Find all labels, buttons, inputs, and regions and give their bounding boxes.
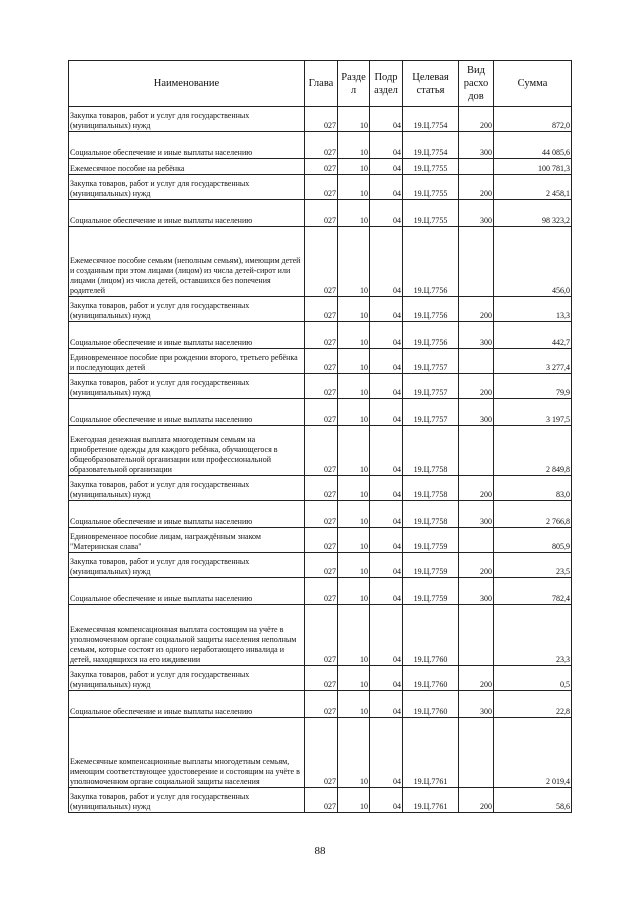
cell-target: 19.Ц.7759	[403, 553, 459, 578]
cell-name: Социальное обеспечение и иные выплаты населению	[69, 132, 305, 159]
cell-name: Закупка товаров, работ и услуг для государственных (муниципальных) нужд	[69, 553, 305, 578]
cell-subsection: 04	[370, 553, 403, 578]
header-expense-type: Вид расхо дов	[459, 61, 494, 107]
cell-chapter: 027	[305, 553, 338, 578]
cell-name: Единовременное пособие при рождении второго, третьего ребёнка и последующих детей	[69, 349, 305, 374]
cell-chapter: 027	[305, 107, 338, 132]
cell-chapter: 027	[305, 605, 338, 666]
cell-target: 19.Ц.7755	[403, 200, 459, 227]
cell-chapter: 027	[305, 691, 338, 718]
page-number: 88	[314, 845, 326, 857]
cell-expense-type: 200	[459, 297, 494, 322]
cell-chapter: 027	[305, 297, 338, 322]
cell-chapter: 027	[305, 528, 338, 553]
table-row	[69, 374, 572, 399]
cell-expense-type: 200	[459, 175, 494, 200]
cell-chapter: 027	[305, 666, 338, 691]
cell-section: 10	[338, 175, 370, 200]
cell-expense-type: 300	[459, 322, 494, 349]
cell-amount: 13,3	[494, 297, 572, 322]
cell-expense-type: 200	[459, 553, 494, 578]
cell-chapter: 027	[305, 788, 338, 813]
cell-amount: 2 019,4	[494, 718, 572, 788]
cell-expense-type	[459, 349, 494, 374]
cell-amount: 3 197,5	[494, 399, 572, 426]
cell-subsection: 04	[370, 605, 403, 666]
cell-amount: 100 781,3	[494, 159, 572, 175]
cell-target: 19.Ц.7760	[403, 605, 459, 666]
cell-chapter: 027	[305, 476, 338, 501]
cell-chapter: 027	[305, 501, 338, 528]
cell-amount: 2 766,8	[494, 501, 572, 528]
cell-name: Закупка товаров, работ и услуг для государственных (муниципальных) нужд	[69, 666, 305, 691]
cell-name: Ежемесячное пособие семьям (неполным семьям), имеющим детей и созданным при этом лицами (лицом) из числа детей-сирот или лицами (лицом) из числа детей, оставшихся без попечения родителей	[69, 227, 305, 297]
cell-name: Закупка товаров, работ и услуг для государственных (муниципальных) нужд	[69, 297, 305, 322]
cell-target: 19.Ц.7756	[403, 297, 459, 322]
header-subsection: Подр аздел	[370, 61, 403, 107]
cell-section: 10	[338, 553, 370, 578]
cell-target: 19.Ц.7757	[403, 349, 459, 374]
cell-target: 19.Ц.7758	[403, 426, 459, 476]
header-amount: Сумма	[494, 61, 572, 107]
cell-expense-type: 300	[459, 200, 494, 227]
table-row	[69, 578, 572, 605]
cell-amount: 0,5	[494, 666, 572, 691]
cell-amount: 22,8	[494, 691, 572, 718]
header-section: Разде л	[338, 61, 370, 107]
table-header-row	[69, 61, 572, 107]
table-row	[69, 297, 572, 322]
cell-subsection: 04	[370, 578, 403, 605]
cell-amount: 98 323,2	[494, 200, 572, 227]
cell-section: 10	[338, 718, 370, 788]
cell-amount: 83,0	[494, 476, 572, 501]
cell-subsection: 04	[370, 666, 403, 691]
table-row	[69, 227, 572, 297]
cell-name: Ежегодная денежная выплата многодетным семьям на приобретение одежды для каждого ребёнка, обучающегося в общеобразовательной организации или профессиональной образовательной организации	[69, 426, 305, 476]
cell-subsection: 04	[370, 107, 403, 132]
cell-expense-type: 300	[459, 578, 494, 605]
cell-subsection: 04	[370, 200, 403, 227]
cell-name: Закупка товаров, работ и услуг для государственных (муниципальных) нужд	[69, 107, 305, 132]
cell-target: 19.Ц.7760	[403, 666, 459, 691]
cell-expense-type: 200	[459, 666, 494, 691]
cell-section: 10	[338, 691, 370, 718]
cell-target: 19.Ц.7758	[403, 501, 459, 528]
cell-name: Социальное обеспечение и иные выплаты населению	[69, 501, 305, 528]
cell-target: 19.Ц.7754	[403, 107, 459, 132]
cell-subsection: 04	[370, 426, 403, 476]
cell-amount: 23,3	[494, 605, 572, 666]
cell-expense-type: 200	[459, 107, 494, 132]
cell-target: 19.Ц.7755	[403, 175, 459, 200]
cell-subsection: 04	[370, 476, 403, 501]
cell-amount: 872,0	[494, 107, 572, 132]
cell-subsection: 04	[370, 788, 403, 813]
cell-amount: 2 458,1	[494, 175, 572, 200]
table-row	[69, 399, 572, 426]
cell-section: 10	[338, 349, 370, 374]
cell-subsection: 04	[370, 132, 403, 159]
cell-name: Социальное обеспечение и иные выплаты населению	[69, 399, 305, 426]
cell-target: 19.Ц.7756	[403, 227, 459, 297]
cell-chapter: 027	[305, 227, 338, 297]
cell-section: 10	[338, 322, 370, 349]
cell-target: 19.Ц.7761	[403, 788, 459, 813]
table-row	[69, 159, 572, 175]
cell-section: 10	[338, 605, 370, 666]
table-row	[69, 666, 572, 691]
cell-section: 10	[338, 501, 370, 528]
table-row	[69, 605, 572, 666]
cell-chapter: 027	[305, 718, 338, 788]
cell-section: 10	[338, 666, 370, 691]
cell-target: 19.Ц.7757	[403, 399, 459, 426]
cell-amount: 44 085,6	[494, 132, 572, 159]
cell-subsection: 04	[370, 399, 403, 426]
cell-section: 10	[338, 476, 370, 501]
cell-name: Ежемесячные компенсационные выплаты многодетным семьям, имеющим соответствующее удостоверение и состоящим на учёте в уполномоченном органе социальной защиты населения	[69, 718, 305, 788]
header-chapter: Глава	[305, 61, 338, 107]
cell-name: Социальное обеспечение и иные выплаты населению	[69, 691, 305, 718]
table-row	[69, 200, 572, 227]
cell-expense-type: 300	[459, 132, 494, 159]
table-row	[69, 322, 572, 349]
table-row	[69, 426, 572, 476]
cell-section: 10	[338, 578, 370, 605]
table-row	[69, 788, 572, 813]
cell-target: 19.Ц.7759	[403, 528, 459, 553]
cell-name: Единовременное пособие лицам, награждённым знаком "Материнская слава"	[69, 528, 305, 553]
cell-expense-type: 300	[459, 399, 494, 426]
cell-target: 19.Ц.7754	[403, 132, 459, 159]
cell-expense-type	[459, 528, 494, 553]
table-row	[69, 528, 572, 553]
cell-chapter: 027	[305, 159, 338, 175]
cell-section: 10	[338, 132, 370, 159]
cell-subsection: 04	[370, 322, 403, 349]
cell-expense-type	[459, 605, 494, 666]
cell-name: Ежемесячная компенсационная выплата состоящим на учёте в уполномоченном органе социальной защиты населения неполным семьям, которые состоят из одного неработающего инвалида и детей, находящихся на его иждивении	[69, 605, 305, 666]
cell-subsection: 04	[370, 175, 403, 200]
table-row	[69, 553, 572, 578]
cell-subsection: 04	[370, 374, 403, 399]
cell-section: 10	[338, 107, 370, 132]
cell-subsection: 04	[370, 718, 403, 788]
cell-section: 10	[338, 528, 370, 553]
table-row	[69, 718, 572, 788]
cell-amount: 456,0	[494, 227, 572, 297]
cell-chapter: 027	[305, 322, 338, 349]
cell-name: Ежемесячное пособие на ребёнка	[69, 159, 305, 175]
cell-target: 19.Ц.7758	[403, 476, 459, 501]
cell-amount: 442,7	[494, 322, 572, 349]
cell-name: Социальное обеспечение и иные выплаты населению	[69, 200, 305, 227]
cell-name: Социальное обеспечение и иные выплаты населению	[69, 578, 305, 605]
cell-target: 19.Ц.7755	[403, 159, 459, 175]
cell-chapter: 027	[305, 175, 338, 200]
cell-amount: 782,4	[494, 578, 572, 605]
cell-name: Закупка товаров, работ и услуг для государственных (муниципальных) нужд	[69, 374, 305, 399]
cell-name: Социальное обеспечение и иные выплаты населению	[69, 322, 305, 349]
cell-expense-type: 200	[459, 788, 494, 813]
header-name: Наименование	[69, 61, 305, 107]
cell-section: 10	[338, 159, 370, 175]
cell-target: 19.Ц.7760	[403, 691, 459, 718]
cell-section: 10	[338, 399, 370, 426]
cell-chapter: 027	[305, 578, 338, 605]
cell-expense-type: 300	[459, 691, 494, 718]
header-target: Целевая статья	[403, 61, 459, 107]
cell-subsection: 04	[370, 528, 403, 553]
cell-amount: 3 277,4	[494, 349, 572, 374]
cell-expense-type	[459, 159, 494, 175]
cell-subsection: 04	[370, 501, 403, 528]
cell-subsection: 04	[370, 349, 403, 374]
table-row	[69, 175, 572, 200]
cell-amount: 79,9	[494, 374, 572, 399]
cell-section: 10	[338, 200, 370, 227]
cell-target: 19.Ц.7757	[403, 374, 459, 399]
budget-table	[68, 60, 572, 813]
cell-name: Закупка товаров, работ и услуг для государственных (муниципальных) нужд	[69, 476, 305, 501]
table-row	[69, 349, 572, 374]
cell-section: 10	[338, 227, 370, 297]
cell-target: 19.Ц.7761	[403, 718, 459, 788]
cell-chapter: 027	[305, 349, 338, 374]
cell-section: 10	[338, 297, 370, 322]
cell-chapter: 027	[305, 132, 338, 159]
table-row	[69, 107, 572, 132]
cell-chapter: 027	[305, 426, 338, 476]
cell-name: Закупка товаров, работ и услуг для государственных (муниципальных) нужд	[69, 788, 305, 813]
cell-expense-type	[459, 227, 494, 297]
cell-expense-type: 300	[459, 501, 494, 528]
cell-expense-type	[459, 718, 494, 788]
cell-amount: 23,5	[494, 553, 572, 578]
cell-section: 10	[338, 788, 370, 813]
cell-target: 19.Ц.7759	[403, 578, 459, 605]
table-row	[69, 501, 572, 528]
cell-chapter: 027	[305, 374, 338, 399]
cell-section: 10	[338, 426, 370, 476]
cell-name: Закупка товаров, работ и услуг для государственных (муниципальных) нужд	[69, 175, 305, 200]
cell-subsection: 04	[370, 227, 403, 297]
table-row	[69, 691, 572, 718]
cell-chapter: 027	[305, 200, 338, 227]
cell-chapter: 027	[305, 399, 338, 426]
cell-subsection: 04	[370, 297, 403, 322]
cell-expense-type	[459, 426, 494, 476]
table-row	[69, 476, 572, 501]
cell-amount: 2 849,8	[494, 426, 572, 476]
cell-target: 19.Ц.7756	[403, 322, 459, 349]
table-body	[69, 107, 572, 813]
cell-subsection: 04	[370, 691, 403, 718]
table-row	[69, 132, 572, 159]
cell-expense-type: 200	[459, 374, 494, 399]
cell-expense-type: 200	[459, 476, 494, 501]
cell-section: 10	[338, 374, 370, 399]
cell-amount: 805,9	[494, 528, 572, 553]
cell-amount: 58,6	[494, 788, 572, 813]
cell-subsection: 04	[370, 159, 403, 175]
